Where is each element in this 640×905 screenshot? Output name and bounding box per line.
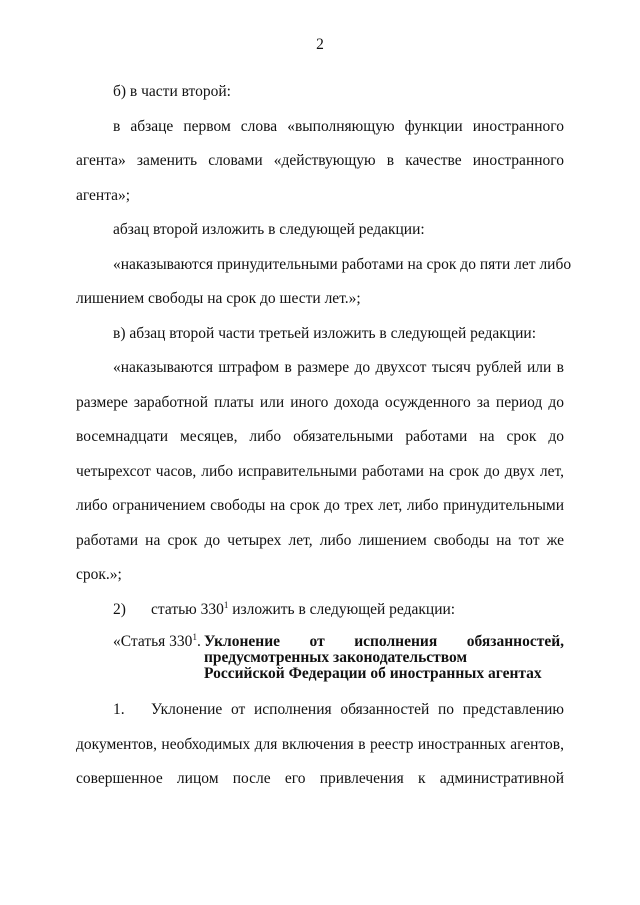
superscript: 1 — [192, 632, 197, 642]
text-line: восемнадцати месяцев, либо обязательными работами на срок до — [76, 428, 564, 445]
article-title-line: предусмотренных законодательством — [204, 649, 468, 666]
text-line: совершенное лицом после его привлечения к административной — [76, 770, 564, 787]
text-line: «наказываются штрафом в размере до двухсот тысяч рублей или в — [113, 359, 564, 376]
text-line: абзац второй изложить в следующей редакции: — [113, 221, 425, 238]
text-line: агента» заменить словами «действующую в качестве иностранного — [76, 152, 564, 169]
text-line: либо ограничением свободы на срок до трех лет, либо принудительными — [76, 497, 564, 514]
text-line: размере заработной платы или иного дохода осужденного за период до — [76, 394, 564, 411]
article-title-line: Уклонение от исполнения обязанностей, — [204, 633, 564, 650]
text-line: четырехсот часов, либо исправительными работами на срок до двух лет, — [76, 463, 564, 480]
text-line: в абзаце первом слова «выполняющую функции иностранного — [113, 118, 564, 135]
text-line: Уклонение от исполнения обязанностей по представлению — [151, 701, 564, 718]
text-line: срок.»; — [76, 566, 122, 583]
text-line: документов, необходимых для включения в реестр иностранных агентов, — [76, 736, 564, 753]
article-title-line: Российской Федерации об иностранных агентах — [204, 665, 542, 682]
article-label: «Статья $330^1$. — [113, 632, 201, 650]
superscript: 1 — [223, 600, 229, 610]
text-line: работами на срок до четырех лет, либо лишением свободы на тот же — [76, 532, 564, 549]
text-line: «наказываются принудительными работами на срок до пяти лет либо — [113, 256, 572, 273]
article-title — [204, 634, 564, 682]
point-number: 1. — [113, 701, 125, 718]
text-line: в) абзац второй части третьей изложить в следующей редакции: — [113, 325, 537, 342]
item-text: статью $330^1$ изложить в следующей редакции: — [151, 600, 456, 618]
item-number: 2) — [113, 601, 126, 618]
text-line: агента»; — [76, 187, 131, 204]
page-number: 2 — [316, 36, 324, 53]
text-line: лишением свободы на срок до шести лет.»; — [76, 290, 361, 307]
text-line: б) в части второй: — [113, 83, 231, 100]
